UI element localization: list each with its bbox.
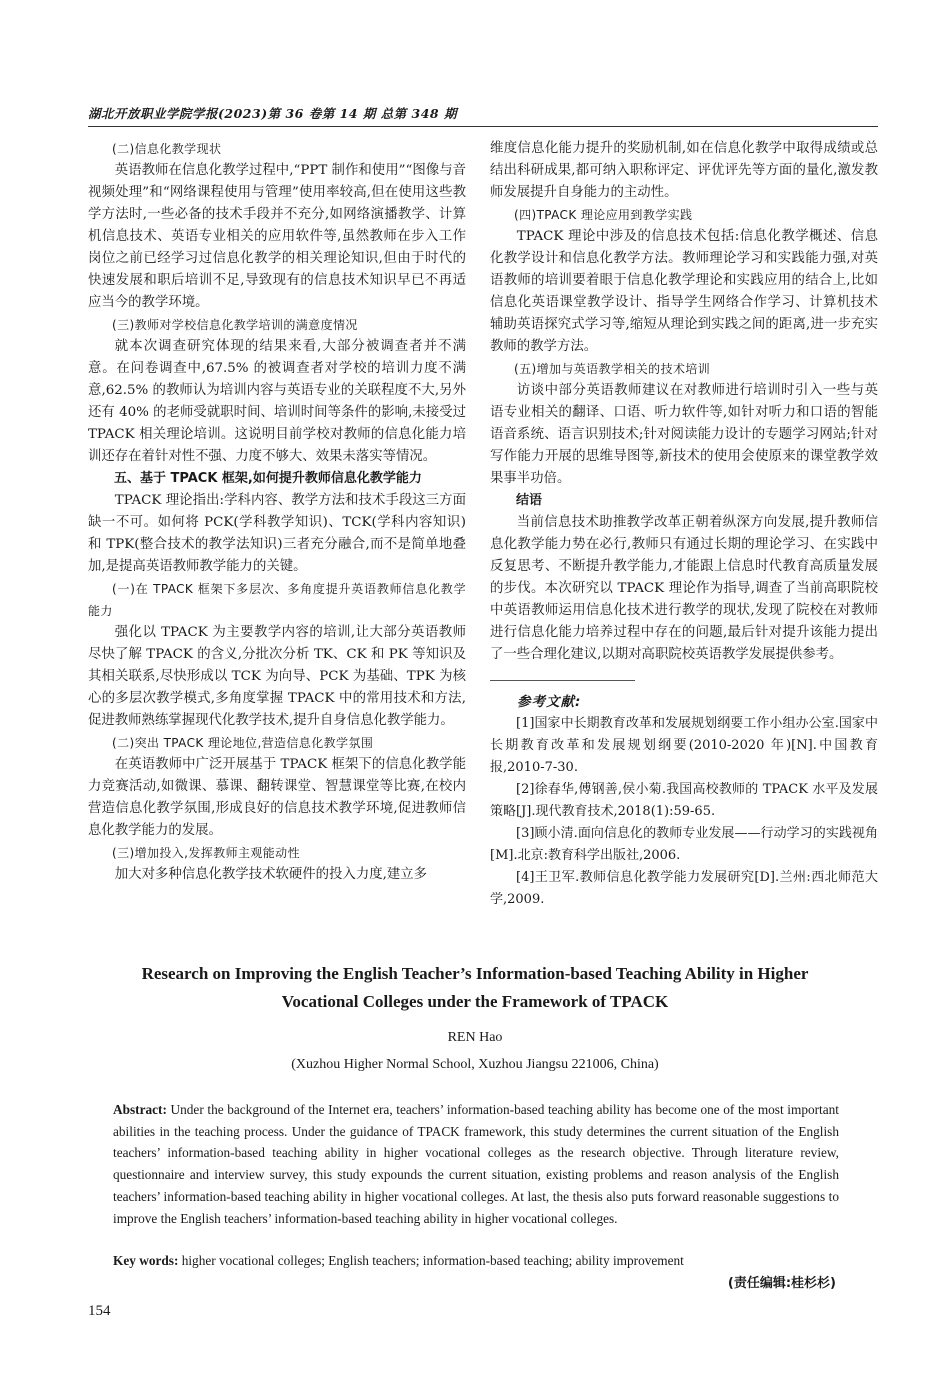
page-number: 154: [88, 1303, 111, 1319]
reference-item: [1]国家中长期教育改革和发展规划纲要工作小组办公室.国家中长期教育改革和发展规划纲要(2010-2020 年)[N].中国教育报,2010-7-30.: [490, 716, 878, 775]
english-abstract: [113, 1099, 839, 1229]
abstract-label: Abstract:: [113, 1102, 167, 1117]
subsection-heading: (二)突出 TPACK 理论地位,营造信息化教学氛围: [112, 736, 374, 750]
section-heading: 五、基于 TPACK 框架,如何提升教师信息化教学能力: [114, 471, 422, 486]
paragraph: TPACK 理论指出:学科内容、教学方法和技术手段这三方面缺一不可。如何将 PCK(学科教学知识)、TCK(学科内容知识)和 TPK(整合技术的教学法知识)三者充分融合,而不是简单地叠加,是提高英语教师教学能力的关键。: [88, 493, 466, 574]
paragraph: 英语教师在信息化教学过程中,“PPT 制作和使用”“图像与音视频处理”和“网络课程使用与管理”使用率较高,但在使用这些教学方法时,一些必备的技术手段并不充分,如网络演播教学、计算机信息技术、英语专业相关的应用软件等,虽然教师在步入工作岗位之前已经学习过信息化教学的相关理论知识,但由于时代的快速发展和职后培训不足,导致现有的信息技术知识早已不再适应当今的教学环境。: [88, 163, 466, 310]
english-title: [110, 960, 840, 1016]
subsection-heading: (四)TPACK 理论应用到教学实践: [514, 208, 693, 222]
conclusion-heading: 结语: [516, 493, 543, 508]
reference-item: [4]王卫军.教师信息化教学能力发展研究[D].兰州:西北师范大学,2009.: [490, 870, 878, 907]
subsection-heading: (三)教师对学校信息化教学培训的满意度情况: [112, 318, 358, 332]
paragraph: 维度信息化能力提升的奖励机制,如在信息化教学中取得成绩或总结出科研成果,都可纳入职称评定、评优评先等方面的量化,激发教师发展提升自身能力的主动性。: [490, 141, 878, 200]
subsection-heading: (一)在 TPACK 框架下多层次、多角度提升英语教师信息化教学能力: [88, 582, 466, 618]
paragraph: TPACK 理论中涉及的信息技术包括:信息化教学概述、信息化教学设计和信息化教学方法。教师理论学习和实践能力强,对英语教师的培训要着眼于信息化教学理论和实践应用的结合上,比如信息化英语课堂教学设计、指导学生网络合作学习、计算机技术辅助英语探究式学习等,缩短从理论到实践之间的距离,进一步充实教师的教学方法。: [490, 229, 878, 354]
responsible-editor: (责任编辑:桂杉杉): [727, 1276, 836, 1291]
references-divider: [490, 680, 635, 681]
subsection-heading: (二)信息化教学现状: [112, 142, 222, 156]
left-column: [88, 138, 466, 886]
references-title: 参考文献:: [517, 694, 582, 710]
subsection-heading: (三)增加投入,发挥教师主观能动性: [112, 846, 300, 860]
subsection-heading: (五)增加与英语教学相关的技术培训: [514, 362, 711, 376]
right-column-body: [490, 138, 878, 666]
abstract-text: Under the background of the Internet era, teachers’ information-based teaching ability has become one of the most important abilities in the teaching process. Under the guidance of TPACK framework, this study determines the current situation of the English teachers’ information-based teaching ability in higher vocational colleges as the research objective. Through literature review, questionnaire and interview survey, this study expounds the current situation, existing problems and reason analysis of the English teachers’ information-based teaching ability in higher vocational colleges. At last, the thesis also puts forward reasonable suggestions to improve the English teachers’ information-based teaching ability in higher vocational colleges.: [113, 1102, 839, 1226]
header-rule: [88, 126, 878, 127]
paragraph: 就本次调查研究体现的结果来看,大部分被调查者并不满意。在问卷调查中,67.5% 的被调查者对学校的培训力度不满意,62.5% 的教师认为培训内容与英语专业的关联程度不大,另外还有 40% 的老师受就职时间、培训时间等条件的影响,未接受过 TPACK 相关理论培训。这说明目前学校对教师的信息化能力培训还存在着针对性不强、力度不够大、效果未落实等情况。: [88, 339, 466, 464]
english-author: REN Hao: [447, 1030, 503, 1045]
paragraph: 在英语教师中广泛开展基于 TPACK 框架下的信息化教学能力竞赛活动,如微课、慕课、翻转课堂、智慧课堂等比赛,在校内营造信息化教学氛围,形成良好的信息技术教学环境,促进教师信息化教学能力的发展。: [88, 757, 466, 838]
paragraph: 加大对多种信息化教学技术软硬件的投入力度,建立多: [114, 867, 428, 882]
reference-item: [2]徐春华,傅钢善,侯小菊.我国高校教师的 TPACK 水平及发展策略[J].现代教育技术,2018(1):59-65.: [490, 782, 878, 819]
running-header: 湖北开放职业学院学报(2023)第 36 卷第 14 期 总第 348 期: [88, 106, 457, 121]
right-column: [490, 138, 878, 911]
english-title-line-1: Research on Improving the English Teacher’s Information-based Teaching Ability in Higher: [141, 964, 809, 983]
paragraph: 强化以 TPACK 为主要教学内容的培训,让大部分英语教师尽快了解 TPACK 的含义,分批次分析 TK、CK 和 PK 等知识及其相关联系,尽快形成以 TCK 为向导、PCK 为基础、TPK 为核心的多层次教学模式,多角度掌握 TPACK 中的常用技术和方法,促进教师熟练掌握现代化教学技术,提升自身信息化教学能力。: [88, 625, 466, 728]
reference-item: [3]顾小清.面向信息化的教师专业发展——行动学习的实践视角[M].北京:教育科学出版社,2006.: [490, 826, 878, 863]
keywords-text: higher vocational colleges; English teachers; information-based teaching; ability improvement: [178, 1253, 684, 1268]
paragraph: 当前信息技术助推教学改革正朝着纵深方向发展,提升教师信息化教学能力势在必行,教师只有通过长期的理论学习、在实践中反复思考、不断提升教学能力,才能跟上信息时代教育高质量发展的步伐。本次研究以 TPACK 理论作为指导,调查了当前高职院校中英语教师运用信息化技术进行教学的现状,发现了院校在对教师进行信息化能力培养过程中存在的问题,最后针对提升该能力提出了一些合理化建议,以期对高职院校英语教学发展提供参考。: [490, 515, 878, 662]
english-keywords: [113, 1250, 839, 1271]
english-affiliation: (Xuzhou Higher Normal School, Xuzhou Jiangsu 221006, China): [291, 1057, 659, 1072]
english-title-line-2: Vocational Colleges under the Framework of TPACK: [281, 992, 669, 1011]
keywords-label: Key words:: [113, 1253, 179, 1268]
paragraph: 访谈中部分英语教师建议在对教师进行培训时引入一些与英语专业相关的翻译、口语、听力软件等,如针对听力和口语的智能语音系统、语言识别技术;针对阅读能力设计的专题学习网站;针对写作能力开展的思维导图等,新技术的使用会使原来的课堂教学效果事半功倍。: [490, 383, 878, 486]
